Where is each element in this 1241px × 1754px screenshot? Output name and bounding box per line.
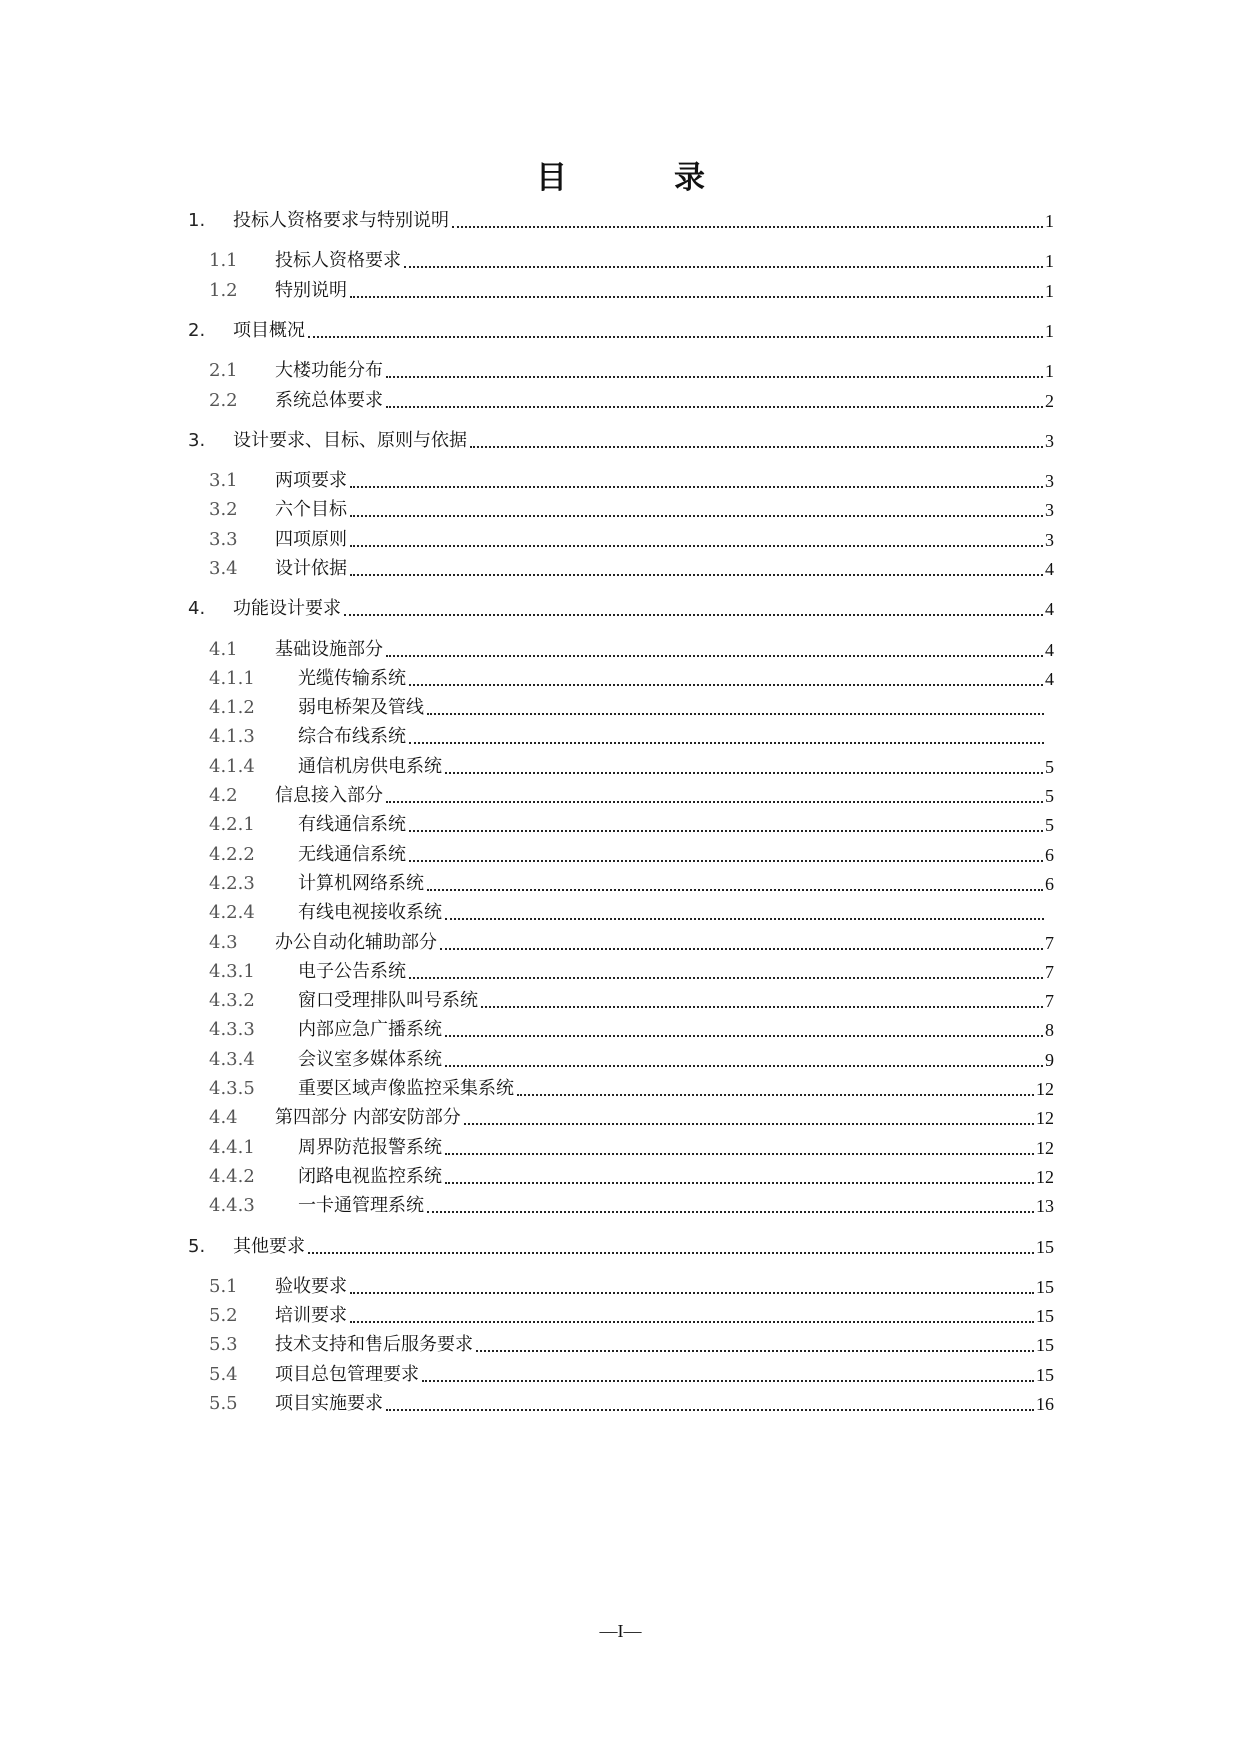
toc-entry[interactable] [188, 1328, 1054, 1356]
dot-leader [386, 375, 1043, 378]
toc-entry[interactable] [188, 384, 1054, 412]
toc-entry[interactable] [188, 1387, 1054, 1415]
toc-entry-label: 大楼功能分布 [275, 360, 383, 381]
toc-entry-page: 4 [1045, 599, 1054, 619]
toc-entry-label: 技术支持和售后服务要求 [275, 1334, 473, 1355]
toc-entry-label: 闭路电视监控系统 [298, 1166, 442, 1187]
dot-leader [445, 1152, 1034, 1155]
toc-entry-label: 窗口受理排队叫号系统 [298, 990, 478, 1011]
toc-entry-label: 培训要求 [275, 1305, 347, 1326]
dot-leader [476, 1349, 1034, 1352]
toc-entry-number: 5.2 [209, 1305, 238, 1326]
dot-leader [344, 613, 1043, 616]
toc-entry-label: 特别说明 [275, 280, 347, 301]
toc-entry[interactable] [188, 523, 1054, 551]
toc-entry-number: 1. [188, 210, 206, 231]
toc-entry-label: 六个目标 [275, 499, 347, 520]
toc-entry-number: 3.4 [209, 558, 238, 579]
toc-entry-number: 1.1 [209, 250, 238, 271]
toc-entry-label: 电子公告系统 [298, 961, 406, 982]
dot-leader [350, 573, 1043, 576]
toc-entry[interactable] [188, 1358, 1054, 1386]
toc-entry-page: 15 [1036, 1335, 1054, 1355]
toc-entry-number: 3.1 [209, 470, 238, 491]
toc-entry-page: 3 [1045, 500, 1054, 520]
toc-entry[interactable] [188, 720, 1054, 748]
toc-entry-number: 2. [188, 320, 206, 341]
dot-leader [445, 1034, 1043, 1037]
toc-entry-label: 设计依据 [275, 558, 347, 579]
toc-entry-page: 9 [1045, 1050, 1054, 1070]
toc-entry-page: 13 [1036, 1196, 1054, 1216]
dot-leader [350, 1291, 1034, 1294]
toc-entry-page: 6 [1045, 874, 1054, 894]
toc-entry-label: 办公自动化辅助部分 [275, 932, 437, 953]
toc-entry-number: 4.2.3 [209, 873, 255, 894]
dot-leader [440, 947, 1043, 950]
dot-leader [409, 829, 1043, 832]
toc-entry-number: 4.4 [209, 1107, 238, 1128]
toc-entry-label: 有线通信系统 [298, 814, 406, 835]
toc-entry-label: 周界防范报警系统 [298, 1137, 442, 1158]
toc-entry[interactable] [188, 354, 1054, 382]
toc-entry-number: 4.3 [209, 932, 238, 953]
dot-leader [517, 1093, 1034, 1096]
toc-entry-number: 5.5 [209, 1393, 238, 1414]
toc-entry[interactable] [188, 926, 1054, 954]
dot-leader [481, 1005, 1043, 1008]
toc-entry-label: 第四部分 内部安防部分 [275, 1107, 461, 1128]
dot-leader [409, 683, 1043, 686]
toc-entry[interactable] [188, 633, 1054, 661]
toc-entry-number: 2.1 [209, 360, 238, 381]
toc-entry-page: 3 [1045, 530, 1054, 550]
toc-entry-page: 5 [1045, 757, 1054, 777]
toc-entry[interactable] [188, 1299, 1054, 1327]
dot-leader [445, 771, 1043, 774]
toc-entry-number: 4.1 [209, 639, 238, 660]
toc-entry-page: 15 [1036, 1365, 1054, 1385]
dot-leader [464, 1122, 1034, 1125]
toc-entry-label: 项目实施要求 [275, 1393, 383, 1414]
dot-leader [427, 712, 1044, 715]
toc-entry-page: 3 [1045, 431, 1054, 451]
dot-leader [350, 295, 1043, 298]
toc-entry-label: 投标人资格要求与特别说明 [233, 210, 449, 231]
toc-entry-label: 项目总包管理要求 [275, 1364, 419, 1385]
toc-entry-page: 5 [1045, 815, 1054, 835]
toc-entry[interactable] [188, 750, 1054, 778]
toc-entry-number: 4.4.2 [209, 1166, 255, 1187]
dot-leader [386, 800, 1043, 803]
toc-entry-page: 12 [1036, 1108, 1054, 1128]
toc-entry[interactable] [188, 1043, 1054, 1071]
toc-entry[interactable] [188, 662, 1054, 690]
toc-entry[interactable] [188, 691, 1054, 719]
dot-leader [350, 544, 1043, 547]
toc-entry-label: 重要区域声像监控采集系统 [298, 1078, 514, 1099]
toc-entry[interactable] [188, 592, 1054, 620]
toc-entry-number: 4.4.1 [209, 1137, 255, 1158]
toc-entry-label: 计算机网络系统 [298, 873, 424, 894]
toc-entry-page: 7 [1045, 962, 1054, 982]
toc-entry-page: 6 [1045, 845, 1054, 865]
dot-leader [350, 1320, 1034, 1323]
toc-entry-label: 设计要求、目标、原则与依据 [233, 430, 467, 451]
toc-entry-page: 7 [1045, 991, 1054, 1011]
dot-leader [409, 741, 1044, 744]
toc-entry-label: 投标人资格要求 [275, 250, 401, 271]
toc-entry-page: 8 [1045, 1020, 1054, 1040]
toc-entry-label: 有线电视接收系统 [298, 902, 442, 923]
toc-entry-page: 1 [1045, 361, 1054, 381]
toc-entry-number: 4.3.4 [209, 1049, 255, 1070]
toc-entry[interactable] [188, 1131, 1054, 1159]
toc-entry-number: 2.2 [209, 390, 238, 411]
toc-entry-label: 信息接入部分 [275, 785, 383, 806]
toc-entry[interactable] [188, 808, 1054, 836]
toc-entry-label: 会议室多媒体系统 [298, 1049, 442, 1070]
toc-entry[interactable] [188, 244, 1054, 272]
toc-entry-label: 通信机房供电系统 [298, 756, 442, 777]
toc-entry[interactable] [188, 984, 1054, 1012]
toc-entry-number: 4. [188, 598, 206, 619]
toc-entry[interactable] [188, 493, 1054, 521]
dot-leader [452, 225, 1043, 228]
toc-entry[interactable] [188, 896, 1054, 924]
toc-entry[interactable] [188, 1160, 1054, 1188]
toc-entry-page: 12 [1036, 1079, 1054, 1099]
toc-entry-number: 4.3.2 [209, 990, 255, 1011]
page-title: 目 录 [536, 160, 743, 196]
toc-entry-page: 4 [1045, 669, 1054, 689]
toc-entry-label: 四项原则 [275, 529, 347, 550]
toc-entry-number: 4.2 [209, 785, 238, 806]
toc-entry-page: 4 [1045, 559, 1054, 579]
toc-entry-page: 1 [1045, 211, 1054, 231]
toc-entry-number: 3.2 [209, 499, 238, 520]
toc-entry[interactable] [188, 1101, 1054, 1129]
toc-entry-number: 1.2 [209, 280, 238, 301]
toc-entry[interactable] [188, 1072, 1054, 1100]
toc-entry-label: 其他要求 [233, 1236, 305, 1257]
dot-leader [470, 445, 1043, 448]
toc-entry-page: 4 [1045, 640, 1054, 660]
toc-entry[interactable] [188, 314, 1054, 342]
toc-entry-number: 4.1.1 [209, 668, 255, 689]
toc-entry-page: 7 [1045, 933, 1054, 953]
dot-leader [308, 335, 1043, 338]
toc-entry-page: 3 [1045, 471, 1054, 491]
toc-entry-label: 无线通信系统 [298, 844, 406, 865]
toc-entry[interactable] [188, 1270, 1054, 1298]
toc-entry-page: 15 [1036, 1237, 1054, 1257]
toc-entry-number: 4.2.2 [209, 844, 255, 865]
toc-entry-label: 基础设施部分 [275, 639, 383, 660]
toc-entry-number: 4.1.2 [209, 697, 255, 718]
toc-entry[interactable] [188, 1189, 1054, 1217]
toc-entry-page: 15 [1036, 1277, 1054, 1297]
dot-leader [308, 1251, 1034, 1254]
toc-entry[interactable] [188, 204, 1054, 232]
dot-leader [427, 888, 1043, 891]
toc-entry-page: 12 [1036, 1138, 1054, 1158]
dot-leader [445, 917, 1044, 920]
toc-entry-label: 系统总体要求 [275, 390, 383, 411]
toc-entry-number: 4.2.1 [209, 814, 255, 835]
dot-leader [386, 654, 1043, 657]
toc-entry-number: 5. [188, 1236, 206, 1257]
toc-entry-label: 弱电桥架及管线 [298, 697, 424, 718]
toc-entry-number: 3.3 [209, 529, 238, 550]
toc-entry-label: 内部应急广播系统 [298, 1019, 442, 1040]
toc-entry-label: 功能设计要求 [233, 598, 341, 619]
toc-entry-number: 5.3 [209, 1334, 238, 1355]
toc-entry-label: 两项要求 [275, 470, 347, 491]
dot-leader [350, 514, 1043, 517]
toc-entry[interactable] [188, 1230, 1054, 1258]
toc-entry[interactable] [188, 1013, 1054, 1041]
toc-entry-number: 4.3.1 [209, 961, 255, 982]
dot-leader [386, 405, 1043, 408]
dot-leader [427, 1210, 1034, 1213]
toc-entry-number: 3. [188, 430, 206, 451]
dot-leader [445, 1064, 1043, 1067]
toc-entry[interactable] [188, 464, 1054, 492]
toc-entry-page: 2 [1045, 391, 1054, 411]
toc-entry-label: 项目概况 [233, 320, 305, 341]
toc-entry-label: 综合布线系统 [298, 726, 406, 747]
toc-entry-page: 12 [1036, 1167, 1054, 1187]
toc-entry-page: 1 [1045, 251, 1054, 271]
toc-entry-number: 4.3.5 [209, 1078, 255, 1099]
toc-entry[interactable] [188, 838, 1054, 866]
toc-entry[interactable] [188, 867, 1054, 895]
toc-entry[interactable] [188, 552, 1054, 580]
toc-entry[interactable] [188, 955, 1054, 983]
toc-entry-label: 一卡通管理系统 [298, 1195, 424, 1216]
toc-entry[interactable] [188, 779, 1054, 807]
toc-entry-page: 16 [1036, 1394, 1054, 1414]
toc-entry-number: 5.1 [209, 1276, 238, 1297]
toc-entry-number: 4.4.3 [209, 1195, 255, 1216]
dot-leader [422, 1379, 1034, 1382]
toc-entry-number: 4.1.3 [209, 726, 255, 747]
toc-entry[interactable] [188, 424, 1054, 452]
dot-leader [409, 859, 1043, 862]
toc-entry-number: 4.2.4 [209, 902, 255, 923]
dot-leader [404, 265, 1043, 268]
toc-entry-label: 验收要求 [275, 1276, 347, 1297]
toc-entry-number: 4.1.4 [209, 756, 255, 777]
toc-entry-number: 5.4 [209, 1364, 238, 1385]
page-number-footer: —I— [599, 1621, 642, 1641]
dot-leader [386, 1408, 1034, 1411]
toc-entry-page: 15 [1036, 1306, 1054, 1326]
toc-entry-label: 光缆传输系统 [298, 668, 406, 689]
dot-leader [445, 1181, 1034, 1184]
toc-entry-page: 1 [1045, 321, 1054, 341]
toc-entry-page: 1 [1045, 281, 1054, 301]
dot-leader [350, 485, 1043, 488]
toc-entry-number: 4.3.3 [209, 1019, 255, 1040]
toc-entry-page: 5 [1045, 786, 1054, 806]
dot-leader [409, 976, 1043, 979]
toc-entry[interactable] [188, 274, 1054, 302]
